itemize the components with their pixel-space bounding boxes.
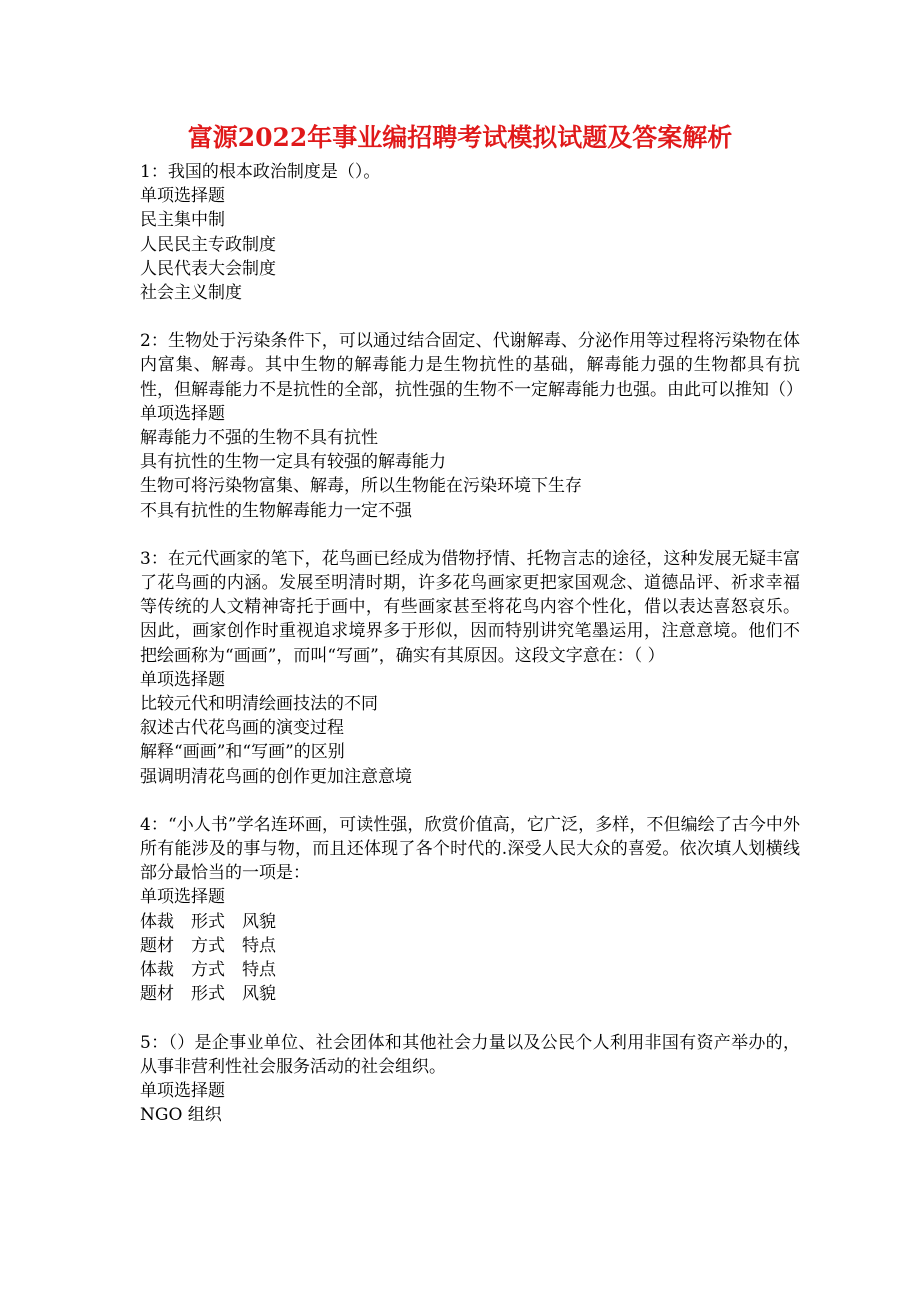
question-5 [140, 1031, 800, 1128]
option-a: 比较元代和明清绘画技法的不同 [140, 694, 378, 715]
question-3 [140, 547, 800, 789]
option-a: 民主集中制 [140, 210, 225, 231]
question-stem: 2：生物处于污染条件下，可以通过结合固定、代谢解毒、分泌作用等过程将污染物在体内富集、解毒。其中生物的解毒能力是生物抗性的基础，解毒能力强的生物都具有抗性，但解毒能力不是抗性的全部，抗性强的生物不一定解毒能力也强。由此可以推知（） [140, 331, 803, 400]
option-b: 具有抗性的生物一定具有较强的解毒能力 [140, 452, 446, 473]
option-d: 不具有抗性的生物解毒能力一定不强 [140, 500, 412, 521]
option-b: 题材 方式 特点 [140, 935, 276, 956]
option-a: NGO 组织 [140, 1105, 222, 1126]
question-stem: 5：（）是企事业单位、社会团体和其他社会力量以及公民个人利用非国有资产举办的，从事非营利性社会服务活动的社会组织。 [140, 1032, 800, 1077]
question-type: 单项选择题 [140, 186, 225, 207]
option-c: 人民代表大会制度 [140, 258, 276, 279]
option-c: 体裁 方式 特点 [140, 960, 276, 981]
question-type: 单项选择题 [140, 669, 225, 690]
option-b: 叙述古代花鸟画的演变过程 [140, 718, 344, 739]
option-c: 解释“画画”和“写画”的区别 [140, 742, 345, 763]
question-4 [140, 813, 800, 1007]
question-1 [140, 160, 800, 305]
question-list [140, 160, 803, 1151]
question-stem: 3：在元代画家的笔下，花鸟画已经成为借物抒情、托物言志的途径，这种发展无疑丰富了花鸟画的内涵。发展至明清时期，许多花鸟画家更把家国观念、道德品评、祈求幸福等传统的人文精神寄托于画中，有些画家甚至将花鸟内容个性化，借以表达喜怒哀乐。因此，画家创作时重视追求境界多于形似，因而特别讲究笔墨运用，注意意境。他们不把绘画称为“画画”，而叫“写画”，确实有其原因。这段文字意在：（ ） [140, 548, 800, 666]
option-a: 体裁 形式 风貌 [140, 911, 276, 932]
option-a: 解毒能力不强的生物不具有抗性 [140, 428, 378, 449]
option-d: 强调明清花鸟画的创作更加注意意境 [140, 766, 412, 787]
question-type: 单项选择题 [140, 887, 225, 908]
question-2 [140, 329, 803, 523]
question-type: 单项选择题 [140, 403, 225, 424]
question-type: 单项选择题 [140, 1080, 225, 1101]
option-b: 人民民主专政制度 [140, 234, 276, 255]
option-c: 生物可将污染物富集、解毒，所以生物能在污染环境下生存 [140, 476, 582, 497]
question-stem: 4：“小人书”学名连环画，可读性强，欣赏价值高，它广泛，多样，不但编绘了古今中外所有能涉及的事与物，而且还体现了各个时代的.深受人民大众的喜爱。依次填人划横线部分最恰当的一项是： [140, 814, 800, 884]
option-d: 社会主义制度 [140, 283, 242, 304]
question-stem: 1：我国的根本政治制度是（）。 [140, 162, 381, 182]
option-d: 题材 形式 风貌 [140, 984, 276, 1005]
document-title: 富源2022年事业编招聘考试模拟试题及答案解析 [187, 123, 733, 152]
